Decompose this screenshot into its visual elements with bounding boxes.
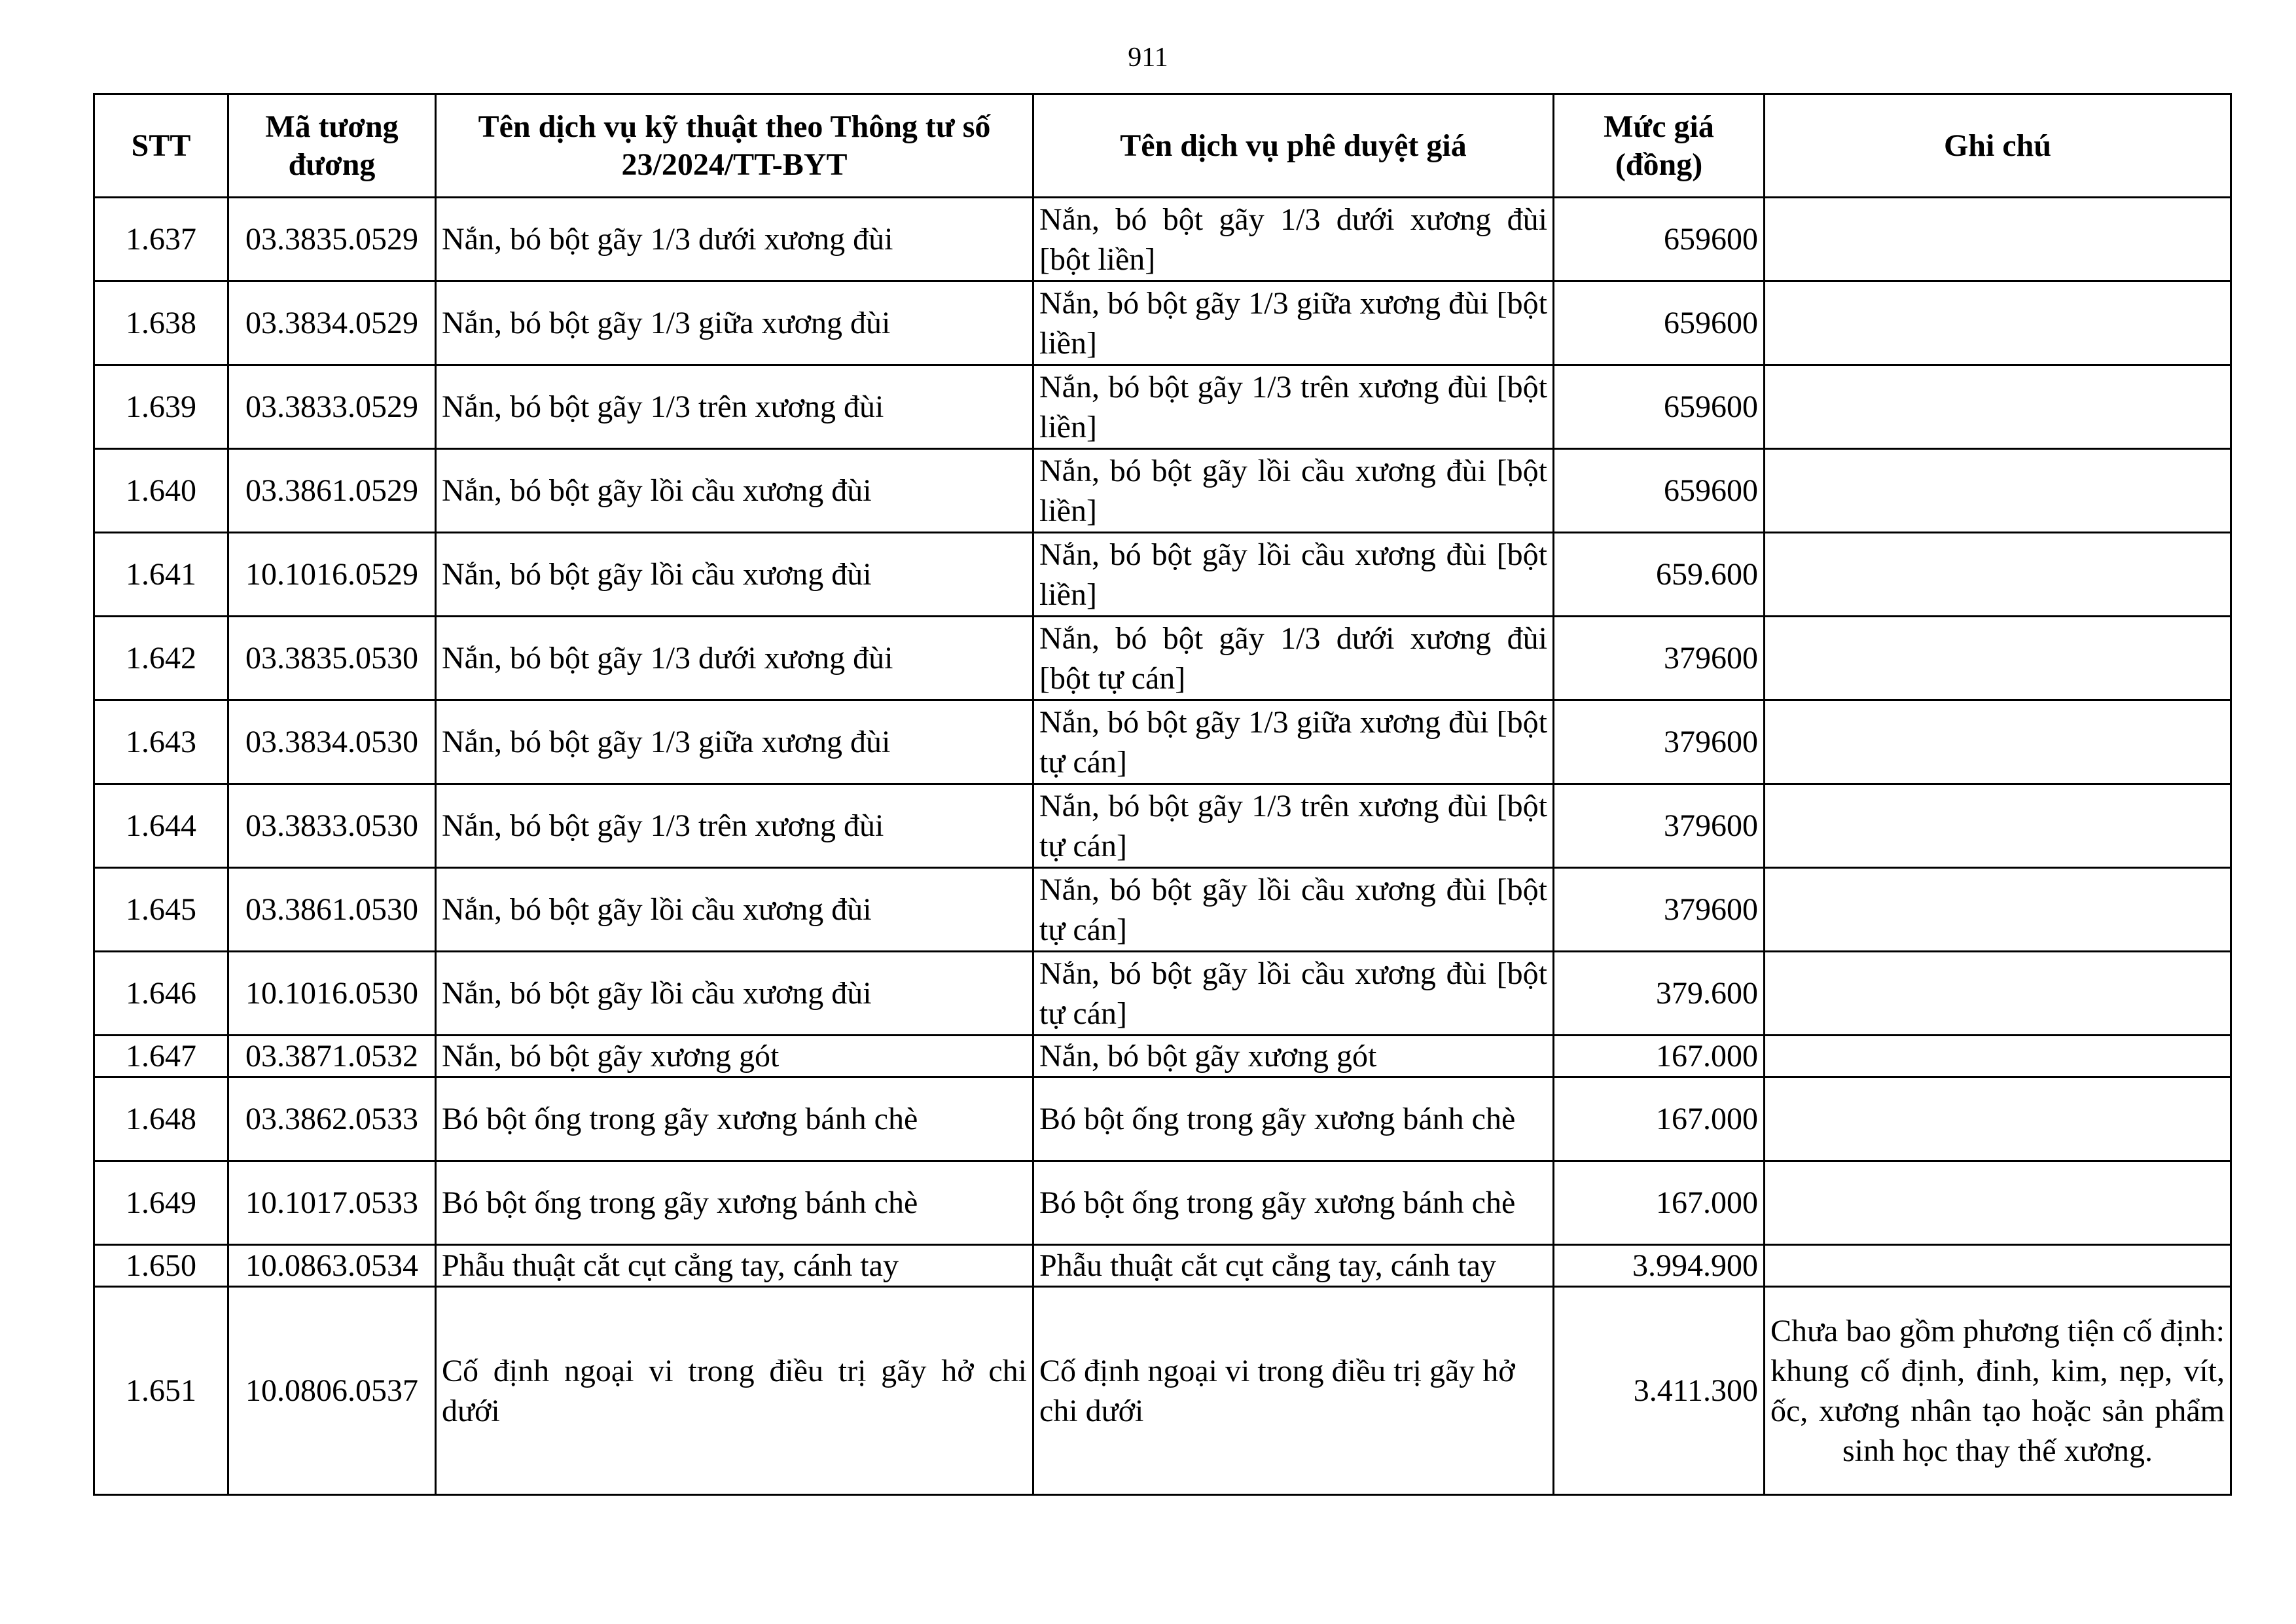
table-row	[94, 1245, 2231, 1287]
header-note: Ghi chú	[1765, 94, 2231, 198]
table-header-row	[94, 94, 2231, 198]
cell-price: 659600	[1554, 198, 1765, 281]
cell-code: 10.0863.0534	[228, 1245, 436, 1287]
table-row	[94, 868, 2231, 952]
cell-code: 03.3834.0530	[228, 700, 436, 784]
cell-approved-name: Nắn, bó bột gãy 1/3 dưới xương đùi [bột liền]	[1033, 198, 1554, 281]
cell-stt: 1.647	[94, 1036, 228, 1077]
cell-stt: 1.648	[94, 1077, 228, 1161]
cell-stt: 1.646	[94, 952, 228, 1036]
cell-note	[1765, 281, 2231, 365]
table-row	[94, 784, 2231, 868]
cell-note	[1765, 784, 2231, 868]
cell-code: 03.3834.0529	[228, 281, 436, 365]
cell-technical-name: Bó bột ống trong gãy xương bánh chè	[436, 1161, 1033, 1245]
cell-price: 167.000	[1554, 1077, 1765, 1161]
cell-approved-name: Nắn, bó bột gãy lồi cầu xương đùi [bột tự cán]	[1033, 952, 1554, 1036]
cell-code: 10.1016.0530	[228, 952, 436, 1036]
header-stt: STT	[94, 94, 228, 198]
cell-price: 659600	[1554, 365, 1765, 449]
cell-technical-name: Nắn, bó bột gãy xương gót	[436, 1036, 1033, 1077]
cell-technical-name: Nắn, bó bột gãy 1/3 dưới xương đùi	[436, 198, 1033, 281]
cell-price: 379600	[1554, 868, 1765, 952]
cell-technical-name: Cố định ngoại vi trong điều trị gãy hở chi dưới	[436, 1287, 1033, 1495]
cell-approved-name: Nắn, bó bột gãy 1/3 trên xương đùi [bột tự cán]	[1033, 784, 1554, 868]
cell-stt: 1.649	[94, 1161, 228, 1245]
cell-approved-name: Nắn, bó bột gãy lồi cầu xương đùi [bột tự cán]	[1033, 868, 1554, 952]
cell-note	[1765, 952, 2231, 1036]
cell-approved-name: Nắn, bó bột gãy 1/3 dưới xương đùi [bột tự cán]	[1033, 617, 1554, 700]
cell-note	[1765, 617, 2231, 700]
table-row	[94, 1077, 2231, 1161]
cell-price: 659600	[1554, 281, 1765, 365]
cell-code: 03.3833.0530	[228, 784, 436, 868]
header-technical-name: Tên dịch vụ kỹ thuật theo Thông tư số 23/2024/TT-BYT	[436, 94, 1033, 198]
cell-stt: 1.643	[94, 700, 228, 784]
cell-note	[1765, 198, 2231, 281]
cell-stt: 1.642	[94, 617, 228, 700]
table-row	[94, 449, 2231, 533]
cell-approved-name: Bó bột ống trong gãy xương bánh chè	[1033, 1077, 1554, 1161]
cell-code: 03.3835.0529	[228, 198, 436, 281]
cell-stt: 1.637	[94, 198, 228, 281]
table-row	[94, 1287, 2231, 1495]
cell-technical-name: Bó bột ống trong gãy xương bánh chè	[436, 1077, 1033, 1161]
cell-stt: 1.641	[94, 533, 228, 617]
cell-note	[1765, 1161, 2231, 1245]
cell-technical-name: Nắn, bó bột gãy 1/3 trên xương đùi	[436, 365, 1033, 449]
cell-code: 10.1016.0529	[228, 533, 436, 617]
cell-code: 03.3861.0530	[228, 868, 436, 952]
cell-approved-name: Nắn, bó bột gãy 1/3 giữa xương đùi [bột tự cán]	[1033, 700, 1554, 784]
cell-approved-name: Cố định ngoại vi trong điều trị gãy hở chi dưới	[1033, 1287, 1554, 1495]
cell-code: 03.3871.0532	[228, 1036, 436, 1077]
cell-price: 379600	[1554, 617, 1765, 700]
header-code: Mã tương đương	[228, 94, 436, 198]
cell-price: 379.600	[1554, 952, 1765, 1036]
table-row	[94, 700, 2231, 784]
cell-technical-name: Nắn, bó bột gãy 1/3 dưới xương đùi	[436, 617, 1033, 700]
cell-note	[1765, 365, 2231, 449]
cell-note	[1765, 449, 2231, 533]
cell-note	[1765, 868, 2231, 952]
cell-approved-name: Nắn, bó bột gãy 1/3 giữa xương đùi [bột liền]	[1033, 281, 1554, 365]
cell-code: 03.3861.0529	[228, 449, 436, 533]
cell-approved-name: Nắn, bó bột gãy 1/3 trên xương đùi [bột liền]	[1033, 365, 1554, 449]
cell-approved-name: Nắn, bó bột gãy lồi cầu xương đùi [bột liền]	[1033, 533, 1554, 617]
table-row	[94, 533, 2231, 617]
header-price: Mức giá (đồng)	[1554, 94, 1765, 198]
cell-approved-name: Phẫu thuật cắt cụt cẳng tay, cánh tay	[1033, 1245, 1554, 1287]
cell-price: 167.000	[1554, 1036, 1765, 1077]
cell-price: 167.000	[1554, 1161, 1765, 1245]
cell-approved-name: Nắn, bó bột gãy xương gót	[1033, 1036, 1554, 1077]
cell-stt: 1.644	[94, 784, 228, 868]
cell-technical-name: Nắn, bó bột gãy 1/3 giữa xương đùi	[436, 281, 1033, 365]
cell-note	[1765, 700, 2231, 784]
service-price-table	[93, 93, 2232, 1496]
cell-technical-name: Nắn, bó bột gãy lồi cầu xương đùi	[436, 952, 1033, 1036]
table-row	[94, 365, 2231, 449]
cell-approved-name: Bó bột ống trong gãy xương bánh chè	[1033, 1161, 1554, 1245]
cell-price: 659.600	[1554, 533, 1765, 617]
table-row	[94, 952, 2231, 1036]
cell-note	[1765, 533, 2231, 617]
header-approved-name: Tên dịch vụ phê duyệt giá	[1033, 94, 1554, 198]
table-row	[94, 617, 2231, 700]
cell-note	[1765, 1077, 2231, 1161]
cell-price: 659600	[1554, 449, 1765, 533]
cell-note: Chưa bao gồm phương tiện cố định: khung cố định, đinh, kim, nẹp, vít, ốc, xương nhân tạo hoặc sản phẩm sinh học thay thế xương.	[1765, 1287, 2231, 1495]
cell-stt: 1.640	[94, 449, 228, 533]
cell-code: 10.1017.0533	[228, 1161, 436, 1245]
cell-code: 03.3835.0530	[228, 617, 436, 700]
cell-stt: 1.639	[94, 365, 228, 449]
cell-approved-name: Nắn, bó bột gãy lồi cầu xương đùi [bột liền]	[1033, 449, 1554, 533]
table-row	[94, 1161, 2231, 1245]
cell-stt: 1.645	[94, 868, 228, 952]
cell-technical-name: Nắn, bó bột gãy 1/3 trên xương đùi	[436, 784, 1033, 868]
cell-technical-name: Nắn, bó bột gãy 1/3 giữa xương đùi	[436, 700, 1033, 784]
table-row	[94, 1036, 2231, 1077]
table-row	[94, 281, 2231, 365]
cell-code: 03.3833.0529	[228, 365, 436, 449]
cell-stt: 1.651	[94, 1287, 228, 1495]
cell-price: 379600	[1554, 700, 1765, 784]
cell-stt: 1.638	[94, 281, 228, 365]
table-row	[94, 198, 2231, 281]
cell-note	[1765, 1245, 2231, 1287]
cell-note	[1765, 1036, 2231, 1077]
page-number: 911	[1128, 43, 1168, 73]
cell-stt: 1.650	[94, 1245, 228, 1287]
cell-technical-name: Nắn, bó bột gãy lồi cầu xương đùi	[436, 868, 1033, 952]
cell-technical-name: Nắn, bó bột gãy lồi cầu xương đùi	[436, 449, 1033, 533]
cell-code: 10.0806.0537	[228, 1287, 436, 1495]
cell-price: 3.994.900	[1554, 1245, 1765, 1287]
cell-price: 379600	[1554, 784, 1765, 868]
cell-technical-name: Phẫu thuật cắt cụt cẳng tay, cánh tay	[436, 1245, 1033, 1287]
cell-code: 03.3862.0533	[228, 1077, 436, 1161]
cell-technical-name: Nắn, bó bột gãy lồi cầu xương đùi	[436, 533, 1033, 617]
cell-price: 3.411.300	[1554, 1287, 1765, 1495]
